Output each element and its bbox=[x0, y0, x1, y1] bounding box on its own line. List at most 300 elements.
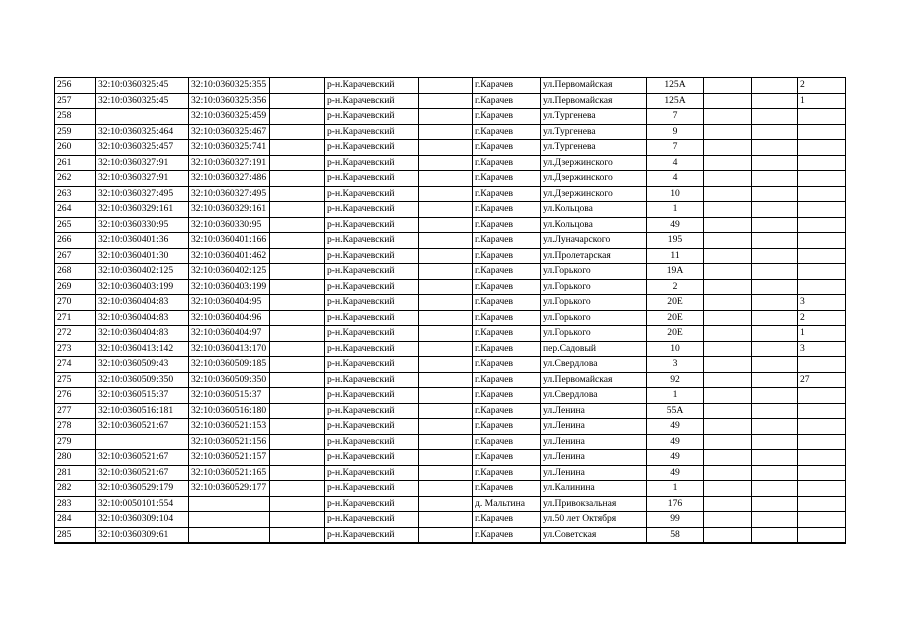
apartment-cell bbox=[798, 496, 846, 512]
apartment-cell: 27 bbox=[798, 372, 846, 388]
object-cadastral-number-cell: 32:10:0360325:459 bbox=[189, 109, 270, 125]
empty-cell bbox=[270, 248, 325, 264]
locality-cell: г.Карачев bbox=[473, 264, 541, 280]
locality-cell: г.Карачев bbox=[473, 388, 541, 404]
cadastral-number-cell: 32:10:0360325:457 bbox=[96, 140, 189, 156]
table-row bbox=[55, 155, 846, 171]
apartment-cell bbox=[798, 155, 846, 171]
row-number-cell: 283 bbox=[55, 496, 96, 512]
empty-cell bbox=[752, 341, 798, 357]
empty-cell bbox=[270, 310, 325, 326]
district-cell: р-н.Карачевский bbox=[325, 496, 419, 512]
cadastral-number-cell: 32:10:0360330:95 bbox=[96, 217, 189, 233]
apartment-cell bbox=[798, 279, 846, 295]
empty-cell bbox=[270, 403, 325, 419]
empty-cell bbox=[270, 357, 325, 373]
object-cadastral-number-cell: 32:10:0360329:161 bbox=[189, 202, 270, 218]
district-cell: р-н.Карачевский bbox=[325, 465, 419, 481]
object-cadastral-number-cell: 32:10:0360521:165 bbox=[189, 465, 270, 481]
apartment-cell: 1 bbox=[798, 93, 846, 109]
row-number-cell: 277 bbox=[55, 403, 96, 419]
district-cell: р-н.Карачевский bbox=[325, 217, 419, 233]
object-cadastral-number-cell: 32:10:0360521:157 bbox=[189, 450, 270, 466]
empty-cell bbox=[704, 93, 752, 109]
locality-cell: г.Карачев bbox=[473, 248, 541, 264]
empty-cell bbox=[704, 217, 752, 233]
cadastral-number-cell: 32:10:0360309:61 bbox=[96, 527, 189, 543]
house-number-cell: 195 bbox=[647, 233, 704, 249]
house-number-cell: 1 bbox=[647, 202, 704, 218]
locality-cell: г.Карачев bbox=[473, 78, 541, 94]
district-cell: р-н.Карачевский bbox=[325, 388, 419, 404]
cadastral-number-cell: 32:10:0050101:554 bbox=[96, 496, 189, 512]
empty-cell bbox=[704, 78, 752, 94]
locality-cell: г.Карачев bbox=[473, 217, 541, 233]
empty-cell bbox=[704, 527, 752, 543]
table-row bbox=[55, 419, 846, 435]
street-cell: ул.Первомайская bbox=[541, 93, 647, 109]
cadastral-number-cell: 32:10:0360521:67 bbox=[96, 465, 189, 481]
table-row bbox=[55, 310, 846, 326]
table-row bbox=[55, 496, 846, 512]
district-cell: р-н.Карачевский bbox=[325, 155, 419, 171]
object-cadastral-number-cell: 32:10:0360325:467 bbox=[189, 124, 270, 140]
apartment-cell: 3 bbox=[798, 295, 846, 311]
object-cadastral-number-cell: 32:10:0360404:95 bbox=[189, 295, 270, 311]
empty-cell bbox=[419, 419, 473, 435]
cadastral-number-cell: 32:10:0360401:36 bbox=[96, 233, 189, 249]
empty-cell bbox=[270, 295, 325, 311]
cadastral-number-cell: 32:10:0360529:179 bbox=[96, 481, 189, 497]
apartment-cell bbox=[798, 434, 846, 450]
object-cadastral-number-cell: 32:10:0360327:486 bbox=[189, 171, 270, 187]
cadastral-number-cell: 32:10:0360509:43 bbox=[96, 357, 189, 373]
street-cell: ул.Тургенева bbox=[541, 140, 647, 156]
empty-cell bbox=[704, 295, 752, 311]
locality-cell: г.Карачев bbox=[473, 295, 541, 311]
district-cell: р-н.Карачевский bbox=[325, 450, 419, 466]
empty-cell bbox=[752, 233, 798, 249]
empty-cell bbox=[752, 124, 798, 140]
object-cadastral-number-cell bbox=[189, 496, 270, 512]
table-row bbox=[55, 527, 846, 543]
empty-cell bbox=[704, 109, 752, 125]
apartment-cell bbox=[798, 264, 846, 280]
object-cadastral-number-cell bbox=[189, 527, 270, 543]
house-number-cell: 176 bbox=[647, 496, 704, 512]
empty-cell bbox=[270, 496, 325, 512]
district-cell: р-н.Карачевский bbox=[325, 341, 419, 357]
locality-cell: г.Карачев bbox=[473, 357, 541, 373]
object-cadastral-number-cell: 32:10:0360327:191 bbox=[189, 155, 270, 171]
street-cell: ул.Горького bbox=[541, 279, 647, 295]
house-number-cell: 1 bbox=[647, 481, 704, 497]
apartment-cell bbox=[798, 217, 846, 233]
empty-cell bbox=[270, 78, 325, 94]
row-number-cell: 264 bbox=[55, 202, 96, 218]
empty-cell bbox=[752, 155, 798, 171]
house-number-cell: 49 bbox=[647, 217, 704, 233]
empty-cell bbox=[752, 202, 798, 218]
empty-cell bbox=[419, 481, 473, 497]
district-cell: р-н.Карачевский bbox=[325, 264, 419, 280]
object-cadastral-number-cell: 32:10:0360529:177 bbox=[189, 481, 270, 497]
object-cadastral-number-cell: 32:10:0360325:741 bbox=[189, 140, 270, 156]
empty-cell bbox=[704, 310, 752, 326]
empty-cell bbox=[419, 155, 473, 171]
district-cell: р-н.Карачевский bbox=[325, 233, 419, 249]
empty-cell bbox=[752, 403, 798, 419]
apartment-cell bbox=[798, 388, 846, 404]
object-cadastral-number-cell: 32:10:0360516:180 bbox=[189, 403, 270, 419]
street-cell: ул.Горького bbox=[541, 326, 647, 342]
cadastral-number-cell bbox=[96, 434, 189, 450]
row-number-cell: 262 bbox=[55, 171, 96, 187]
locality-cell: г.Карачев bbox=[473, 279, 541, 295]
row-number-cell: 280 bbox=[55, 450, 96, 466]
cadastral-number-cell bbox=[96, 109, 189, 125]
house-number-cell: 10 bbox=[647, 341, 704, 357]
empty-cell bbox=[419, 310, 473, 326]
empty-cell bbox=[270, 124, 325, 140]
table-row bbox=[55, 233, 846, 249]
row-number-cell: 279 bbox=[55, 434, 96, 450]
apartment-cell bbox=[798, 527, 846, 543]
locality-cell: д. Мальтина bbox=[473, 496, 541, 512]
row-number-cell: 284 bbox=[55, 512, 96, 528]
district-cell: р-н.Карачевский bbox=[325, 434, 419, 450]
row-number-cell: 275 bbox=[55, 372, 96, 388]
empty-cell bbox=[752, 527, 798, 543]
row-number-cell: 257 bbox=[55, 93, 96, 109]
table-row bbox=[55, 124, 846, 140]
empty-cell bbox=[419, 496, 473, 512]
empty-cell bbox=[704, 171, 752, 187]
empty-cell bbox=[752, 140, 798, 156]
row-number-cell: 282 bbox=[55, 481, 96, 497]
district-cell: р-н.Карачевский bbox=[325, 202, 419, 218]
cadastral-number-cell: 32:10:0360521:67 bbox=[96, 450, 189, 466]
empty-cell bbox=[752, 217, 798, 233]
cadastral-number-cell: 32:10:0360325:45 bbox=[96, 78, 189, 94]
cadastral-number-cell: 32:10:0360404:83 bbox=[96, 295, 189, 311]
street-cell: ул.Советская bbox=[541, 527, 647, 543]
row-number-cell: 259 bbox=[55, 124, 96, 140]
street-cell: ул.Тургенева bbox=[541, 109, 647, 125]
street-cell: ул.Кольцова bbox=[541, 202, 647, 218]
empty-cell bbox=[752, 450, 798, 466]
registry-table bbox=[54, 77, 846, 544]
apartment-cell: 3 bbox=[798, 341, 846, 357]
locality-cell: г.Карачев bbox=[473, 512, 541, 528]
table-row bbox=[55, 295, 846, 311]
empty-cell bbox=[419, 93, 473, 109]
street-cell: ул.Ленина bbox=[541, 403, 647, 419]
locality-cell: г.Карачев bbox=[473, 465, 541, 481]
empty-cell bbox=[419, 465, 473, 481]
cadastral-number-cell: 32:10:0360404:83 bbox=[96, 326, 189, 342]
locality-cell: г.Карачев bbox=[473, 93, 541, 109]
locality-cell: г.Карачев bbox=[473, 186, 541, 202]
house-number-cell: 10 bbox=[647, 186, 704, 202]
empty-cell bbox=[752, 279, 798, 295]
row-number-cell: 273 bbox=[55, 341, 96, 357]
empty-cell bbox=[270, 109, 325, 125]
locality-cell: г.Карачев bbox=[473, 233, 541, 249]
table-row bbox=[55, 248, 846, 264]
table-row bbox=[55, 264, 846, 280]
empty-cell bbox=[704, 481, 752, 497]
district-cell: р-н.Карачевский bbox=[325, 93, 419, 109]
empty-cell bbox=[752, 78, 798, 94]
empty-cell bbox=[704, 372, 752, 388]
table-row bbox=[55, 450, 846, 466]
locality-cell: г.Карачев bbox=[473, 155, 541, 171]
street-cell: ул.Свердлова bbox=[541, 357, 647, 373]
house-number-cell: 92 bbox=[647, 372, 704, 388]
cadastral-number-cell: 32:10:0360309:104 bbox=[96, 512, 189, 528]
empty-cell bbox=[270, 140, 325, 156]
apartment-cell bbox=[798, 450, 846, 466]
object-cadastral-number-cell: 32:10:0360521:156 bbox=[189, 434, 270, 450]
locality-cell: г.Карачев bbox=[473, 140, 541, 156]
table-row bbox=[55, 326, 846, 342]
empty-cell bbox=[419, 450, 473, 466]
empty-cell bbox=[704, 264, 752, 280]
empty-cell bbox=[752, 496, 798, 512]
row-number-cell: 261 bbox=[55, 155, 96, 171]
empty-cell bbox=[704, 465, 752, 481]
district-cell: р-н.Карачевский bbox=[325, 124, 419, 140]
table-row bbox=[55, 279, 846, 295]
street-cell: ул.Горького bbox=[541, 310, 647, 326]
object-cadastral-number-cell: 32:10:0360325:356 bbox=[189, 93, 270, 109]
empty-cell bbox=[704, 357, 752, 373]
empty-cell bbox=[752, 512, 798, 528]
empty-cell bbox=[704, 155, 752, 171]
district-cell: р-н.Карачевский bbox=[325, 481, 419, 497]
empty-cell bbox=[752, 171, 798, 187]
street-cell: ул.Кольцова bbox=[541, 217, 647, 233]
empty-cell bbox=[270, 450, 325, 466]
locality-cell: г.Карачев bbox=[473, 109, 541, 125]
cadastral-number-cell: 32:10:0360327:495 bbox=[96, 186, 189, 202]
empty-cell bbox=[704, 124, 752, 140]
house-number-cell: 4 bbox=[647, 171, 704, 187]
empty-cell bbox=[752, 388, 798, 404]
apartment-cell bbox=[798, 403, 846, 419]
street-cell: ул.Ленина bbox=[541, 434, 647, 450]
empty-cell bbox=[752, 93, 798, 109]
empty-cell bbox=[704, 419, 752, 435]
row-number-cell: 271 bbox=[55, 310, 96, 326]
empty-cell bbox=[419, 78, 473, 94]
apartment-cell bbox=[798, 171, 846, 187]
empty-cell bbox=[270, 171, 325, 187]
house-number-cell: 49 bbox=[647, 450, 704, 466]
empty-cell bbox=[752, 372, 798, 388]
district-cell: р-н.Карачевский bbox=[325, 295, 419, 311]
table-row bbox=[55, 512, 846, 528]
empty-cell bbox=[419, 109, 473, 125]
apartment-cell bbox=[798, 186, 846, 202]
empty-cell bbox=[270, 372, 325, 388]
object-cadastral-number-cell: 32:10:0360521:153 bbox=[189, 419, 270, 435]
locality-cell: г.Карачев bbox=[473, 341, 541, 357]
cadastral-number-cell: 32:10:0360516:181 bbox=[96, 403, 189, 419]
empty-cell bbox=[270, 264, 325, 280]
row-number-cell: 269 bbox=[55, 279, 96, 295]
empty-cell bbox=[752, 248, 798, 264]
row-number-cell: 263 bbox=[55, 186, 96, 202]
house-number-cell: 20Е bbox=[647, 310, 704, 326]
cadastral-number-cell: 32:10:0360413:142 bbox=[96, 341, 189, 357]
apartment-cell bbox=[798, 109, 846, 125]
object-cadastral-number-cell: 32:10:0360509:350 bbox=[189, 372, 270, 388]
empty-cell bbox=[704, 202, 752, 218]
table-row bbox=[55, 341, 846, 357]
empty-cell bbox=[270, 481, 325, 497]
street-cell: ул.Ленина bbox=[541, 465, 647, 481]
district-cell: р-н.Карачевский bbox=[325, 512, 419, 528]
object-cadastral-number-cell: 32:10:0360330:95 bbox=[189, 217, 270, 233]
house-number-cell: 3 bbox=[647, 357, 704, 373]
street-cell: ул.Горького bbox=[541, 264, 647, 280]
row-number-cell: 274 bbox=[55, 357, 96, 373]
empty-cell bbox=[270, 326, 325, 342]
empty-cell bbox=[704, 403, 752, 419]
street-cell: ул.Свердлова bbox=[541, 388, 647, 404]
row-number-cell: 268 bbox=[55, 264, 96, 280]
row-number-cell: 266 bbox=[55, 233, 96, 249]
empty-cell bbox=[419, 403, 473, 419]
cadastral-number-cell: 32:10:0360404:83 bbox=[96, 310, 189, 326]
house-number-cell: 19А bbox=[647, 264, 704, 280]
empty-cell bbox=[752, 465, 798, 481]
locality-cell: г.Карачев bbox=[473, 310, 541, 326]
locality-cell: г.Карачев bbox=[473, 481, 541, 497]
empty-cell bbox=[270, 186, 325, 202]
empty-cell bbox=[270, 279, 325, 295]
house-number-cell: 49 bbox=[647, 434, 704, 450]
table-row bbox=[55, 78, 846, 94]
empty-cell bbox=[704, 512, 752, 528]
district-cell: р-н.Карачевский bbox=[325, 310, 419, 326]
house-number-cell: 20Е bbox=[647, 295, 704, 311]
street-cell: ул.Дзержинского bbox=[541, 171, 647, 187]
cadastral-number-cell: 32:10:0360327:91 bbox=[96, 171, 189, 187]
house-number-cell: 58 bbox=[647, 527, 704, 543]
empty-cell bbox=[270, 512, 325, 528]
apartment-cell bbox=[798, 419, 846, 435]
object-cadastral-number-cell: 32:10:0360515:37 bbox=[189, 388, 270, 404]
district-cell: р-н.Карачевский bbox=[325, 171, 419, 187]
empty-cell bbox=[270, 465, 325, 481]
empty-cell bbox=[419, 357, 473, 373]
house-number-cell: 2 bbox=[647, 279, 704, 295]
empty-cell bbox=[270, 527, 325, 543]
apartment-cell bbox=[798, 233, 846, 249]
empty-cell bbox=[704, 279, 752, 295]
street-cell: ул.Ленина bbox=[541, 450, 647, 466]
empty-cell bbox=[270, 202, 325, 218]
cadastral-number-cell: 32:10:0360402:125 bbox=[96, 264, 189, 280]
district-cell: р-н.Карачевский bbox=[325, 527, 419, 543]
house-number-cell: 125А bbox=[647, 78, 704, 94]
object-cadastral-number-cell: 32:10:0360401:166 bbox=[189, 233, 270, 249]
table-row bbox=[55, 186, 846, 202]
empty-cell bbox=[419, 527, 473, 543]
empty-cell bbox=[752, 310, 798, 326]
house-number-cell: 4 bbox=[647, 155, 704, 171]
house-number-cell: 7 bbox=[647, 140, 704, 156]
object-cadastral-number-cell: 32:10:0360509:185 bbox=[189, 357, 270, 373]
object-cadastral-number-cell bbox=[189, 512, 270, 528]
street-cell: ул.Пролетарская bbox=[541, 248, 647, 264]
street-cell: ул.Ленина bbox=[541, 419, 647, 435]
locality-cell: г.Карачев bbox=[473, 450, 541, 466]
cadastral-number-cell: 32:10:0360401:30 bbox=[96, 248, 189, 264]
empty-cell bbox=[270, 388, 325, 404]
empty-cell bbox=[704, 434, 752, 450]
house-number-cell: 49 bbox=[647, 419, 704, 435]
empty-cell bbox=[419, 434, 473, 450]
object-cadastral-number-cell: 32:10:0360401:462 bbox=[189, 248, 270, 264]
locality-cell: г.Карачев bbox=[473, 434, 541, 450]
empty-cell bbox=[419, 279, 473, 295]
empty-cell bbox=[419, 341, 473, 357]
street-cell: ул.Дзержинского bbox=[541, 155, 647, 171]
empty-cell bbox=[704, 341, 752, 357]
cadastral-number-cell: 32:10:0360515:37 bbox=[96, 388, 189, 404]
empty-cell bbox=[419, 140, 473, 156]
district-cell: р-н.Карачевский bbox=[325, 419, 419, 435]
empty-cell bbox=[704, 140, 752, 156]
district-cell: р-н.Карачевский bbox=[325, 248, 419, 264]
empty-cell bbox=[752, 109, 798, 125]
empty-cell bbox=[704, 388, 752, 404]
object-cadastral-number-cell: 32:10:0360327:495 bbox=[189, 186, 270, 202]
cadastral-number-cell: 32:10:0360521:67 bbox=[96, 419, 189, 435]
object-cadastral-number-cell: 32:10:0360404:96 bbox=[189, 310, 270, 326]
locality-cell: г.Карачев bbox=[473, 403, 541, 419]
district-cell: р-н.Карачевский bbox=[325, 78, 419, 94]
empty-cell bbox=[419, 326, 473, 342]
table-body bbox=[55, 78, 846, 544]
house-number-cell: 7 bbox=[647, 109, 704, 125]
empty-cell bbox=[704, 233, 752, 249]
table-row bbox=[55, 403, 846, 419]
empty-cell bbox=[419, 295, 473, 311]
cadastral-number-cell: 32:10:0360325:464 bbox=[96, 124, 189, 140]
empty-cell bbox=[270, 217, 325, 233]
row-number-cell: 267 bbox=[55, 248, 96, 264]
row-number-cell: 258 bbox=[55, 109, 96, 125]
street-cell: ул.Луначарского bbox=[541, 233, 647, 249]
empty-cell bbox=[704, 326, 752, 342]
row-number-cell: 270 bbox=[55, 295, 96, 311]
street-cell: пер.Садовый bbox=[541, 341, 647, 357]
street-cell: ул.Калинина bbox=[541, 481, 647, 497]
object-cadastral-number-cell: 32:10:0360403:199 bbox=[189, 279, 270, 295]
street-cell: ул.Горького bbox=[541, 295, 647, 311]
table-row bbox=[55, 357, 846, 373]
empty-cell bbox=[752, 186, 798, 202]
district-cell: р-н.Карачевский bbox=[325, 326, 419, 342]
cadastral-number-cell: 32:10:0360327:91 bbox=[96, 155, 189, 171]
table-row bbox=[55, 465, 846, 481]
table-row bbox=[55, 217, 846, 233]
